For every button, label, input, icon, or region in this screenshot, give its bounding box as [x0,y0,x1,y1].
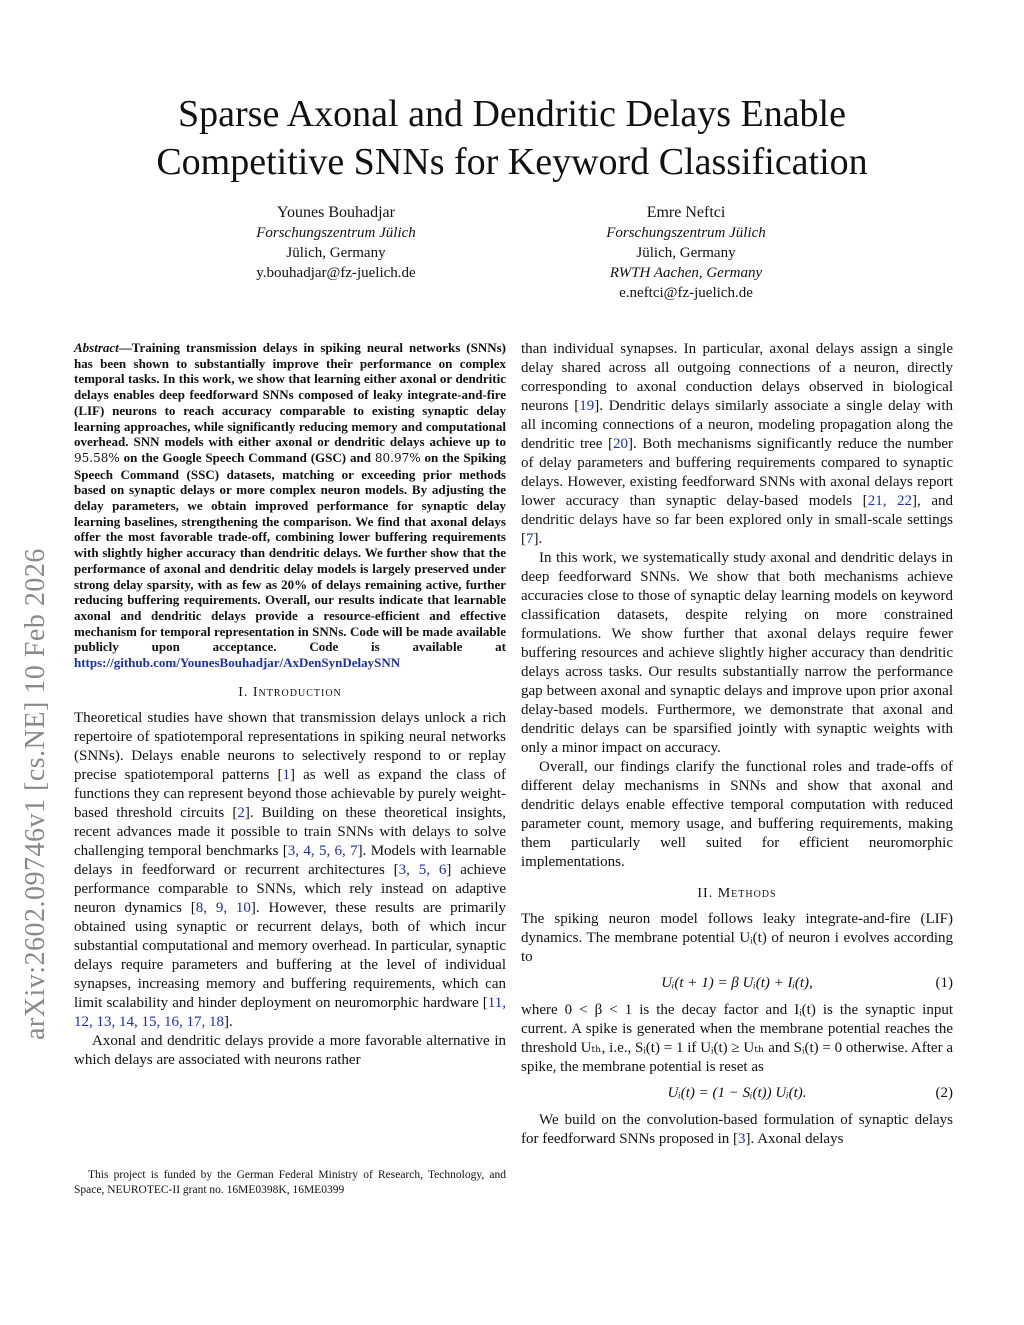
author-affiliation-2: RWTH Aachen, Germany [609,265,763,281]
author-1 [176,203,496,283]
equation-number: (2) [935,1085,953,1101]
abstract-value-ssc: 80.97% [374,450,421,465]
section-name: Methods [717,886,777,901]
abstract-text-1: —Training transmission delays in spiking neural networks (SNNs) has been shown to substantially improve their performance on complex temporal tasks. In this work, we show that learning either axonal or dendritic delays enables deep feedforward SNNs composed of leaky integrate-and-fire (LIF) neurons to reach accuracy comparable to existing synaptic delay learning approaches, while significantly reducing memory and computational overhead. SNN models with either axonal or dendritic delays achieve up to [74,340,506,450]
intro-paragraph-1: Theoretical studies have shown that transmission delays unlock a rich repertoire of spatiotemporal representations in spiking neural networks (SNNs). Delays enable neurons to selectively respond to or replay precise spatiotemporal patterns [1] as well as expand the class of functions they can represent beyond those achievable by purely weight-based threshold circuits [2]. Building on these theoretical insights, recent advances made it possible to train SNNs with delays to solve challenging temporal benchmarks [3, 4, 5, 6, 7]. Models with learnable delays in feedforward or recurrent architectures [3, 5, 6] achieve performance comparable to SNNs, which rely instead on adaptive neuron dynamics [8, 9, 10]. However, these results are primarily obtained using synaptic or recurrent delays, both of which incur substantial computational and memory overhead. In particular, synaptic delays require parameters and buffering at the level of individual synapses, increasing memory and buffering requirements, which can limit scalability and hinder deployment on neuromorphic hardware [11, 12, 13, 14, 15, 16, 17, 18]. [74,709,507,1030]
citation-link[interactable]: 3, 5, 6 [398,861,447,878]
equation-2 [521,1077,953,1111]
citation-link[interactable]: 7 [526,531,534,547]
section-heading-introduction [74,685,506,701]
abstract-value-gsc: 95.58% [74,450,120,465]
abstract [74,340,506,671]
author-location: Jülich, Germany [286,245,386,261]
citation-link[interactable]: 19 [579,398,595,414]
author-affiliation: Forschungszentrum Jülich [256,225,416,241]
author-name: Younes Bouhadjar [277,204,395,221]
citation-link[interactable]: 3, 4, 5, 6, 7 [287,842,358,859]
citation-link[interactable]: 11, 12, 13, 14, 15, 16, 17, 18 [74,994,506,1030]
abstract-label: Abstract [74,340,119,355]
right-paragraph-2: In this work, we systematically study axonal and dendritic delays in deep feedforward SNNs. We show that both mechanisms achieve accuracies close to those of synaptic delay learning models on keyword classification datasets, despite relying on more constrained formulations. We show further that axonal delays require fewer buffering resources and achieve slightly higher accuracy than dendritic delays across tasks. Our results substantially narrow the performance gap between axonal and synaptic delays and improve upon prior axonal delay-based models. Furthermore, we demonstrate that axonal and dendritic delays can be sparsified jointly with synaptic weights with only a minor impact on accuracy. [521,550,953,756]
citation-link[interactable]: 21, 22 [867,493,913,509]
author-block [0,203,1024,313]
right-paragraph-3: Overall, our findings clarify the functional roles and trade-offs of different delay mechanisms in SNNs and show that axonal and dendritic delays enable effective temporal computation with reduced parameter count, memory usage, and buffering requirements, making them particularly well suited for efficient neuromorphic implementations. [521,759,953,870]
right-column [521,340,953,1149]
section-heading-methods [521,886,953,902]
right-paragraph-1: than individual synapses. In particular, axonal delays assign a single delay shared across all outgoing connections of a neuron, directly corresponding to axonal conduction delays observed in biological neurons [19]. Dendritic delays similarly associate a single delay with all incoming connections of a neuron, modeling propagation along the dendritic tree [20]. Both mechanisms significantly reduce the number of delay parameters and buffering requirements compared to synaptic delays. However, existing feedforward SNNs with axonal delays report lower accuracy than synaptic delay-based models [21, 22], and dendritic delays have so far been explored only in small-scale settings [7]. [521,341,953,547]
code-link[interactable]: https://github.com/YounesBouhadjar/AxDenSynDelaySNN [74,655,401,671]
methods-paragraph-3: We build on the convolution-based formulation of synaptic delays for feedforward SNNs proposed in [3]. Axonal delays [521,1112,953,1147]
author-email: e.neftci@fz-juelich.de [619,285,753,301]
equation-expression: Uᵢ(t + 1) = β Uᵢ(t) + Iᵢ(t), [661,975,813,991]
abstract-text-2: on the Google Speech Command (GSC) and [123,449,371,465]
citation-link[interactable]: 3 [738,1131,746,1147]
author-affiliation: Forschungszentrum Jülich [606,225,766,241]
equation-1 [521,967,953,1001]
left-column [74,340,506,1070]
citation-link[interactable]: 1 [282,766,290,783]
author-name: Emre Neftci [646,204,726,221]
citation-link[interactable]: 20 [613,436,629,452]
arxiv-identifier: arXiv:2602.09746v1 [cs.NE] 10 Feb 2026 [20,548,51,1040]
citation-link[interactable]: 8, 9, 10 [195,899,251,916]
funding-footnote: This project is funded by the German Federal Ministry of Research, Technology, and Space, NEUROTEC-II grant no. 16ME0398K, 16ME0399 [74,1169,506,1196]
paper-title [100,90,924,186]
title-line-1: Sparse Axonal and Dendritic Delays Enable [178,93,846,135]
methods-paragraph-1: The spiking neuron model follows leaky integrate-and-fire (LIF) dynamics. The membrane potential Uᵢ(t) of neuron i evolves according to [521,911,953,965]
author-email: y.bouhadjar@fz-juelich.de [256,265,416,281]
citation-link[interactable]: 2 [237,804,245,821]
section-number: II. [697,886,714,901]
equation-expression: Uᵢ(t) = (1 − Sᵢ(t)) Uᵢ(t). [667,1085,807,1101]
author-2 [526,203,846,303]
title-line-2: Competitive SNNs for Keyword Classification [156,141,868,183]
section-name: Introduction [252,684,342,700]
abstract-text-3: on the Spiking Speech Command (SSC) datasets, matching or exceeding prior methods based on synaptic delays or more complex neuron models. By adjusting the delay parameters, we obtain improved performance for synaptic delay learning baselines, strengthening the comparison. We find that axonal delays offer the most favorable trade-off, combining lower buffering requirements with slightly higher accuracy than dendritic delays. We further show that the performance of axonal and dendritic delay models is largely preserved under strong delay sparsity, with as few as 20% of delays remaining active, further reducing buffering requirements. Overall, our results indicate that learnable axonal and dendritic delays provide a resource-efficient and effective mechanism for temporal representation in SNNs. Code will be made available publicly upon acceptance. Code is available at [74,449,507,655]
section-number: I. [238,684,249,700]
intro-paragraph-2: Axonal and dendritic delays provide a more favorable alternative in which delays are associated with neurons rather [74,1032,506,1068]
equation-number: (1) [935,975,953,991]
author-location: Jülich, Germany [636,245,736,261]
methods-paragraph-2: where 0 < β < 1 is the decay factor and Iᵢ(t) is the synaptic input current. A spike is generated when the membrane potential reaches the threshold Uₜₕ, i.e., Sᵢ(t) = 1 if Uᵢ(t) ≥ Uₜₕ and Sᵢ(t) = 0 otherwise. After a spike, the membrane potential is reset as [521,1002,953,1075]
